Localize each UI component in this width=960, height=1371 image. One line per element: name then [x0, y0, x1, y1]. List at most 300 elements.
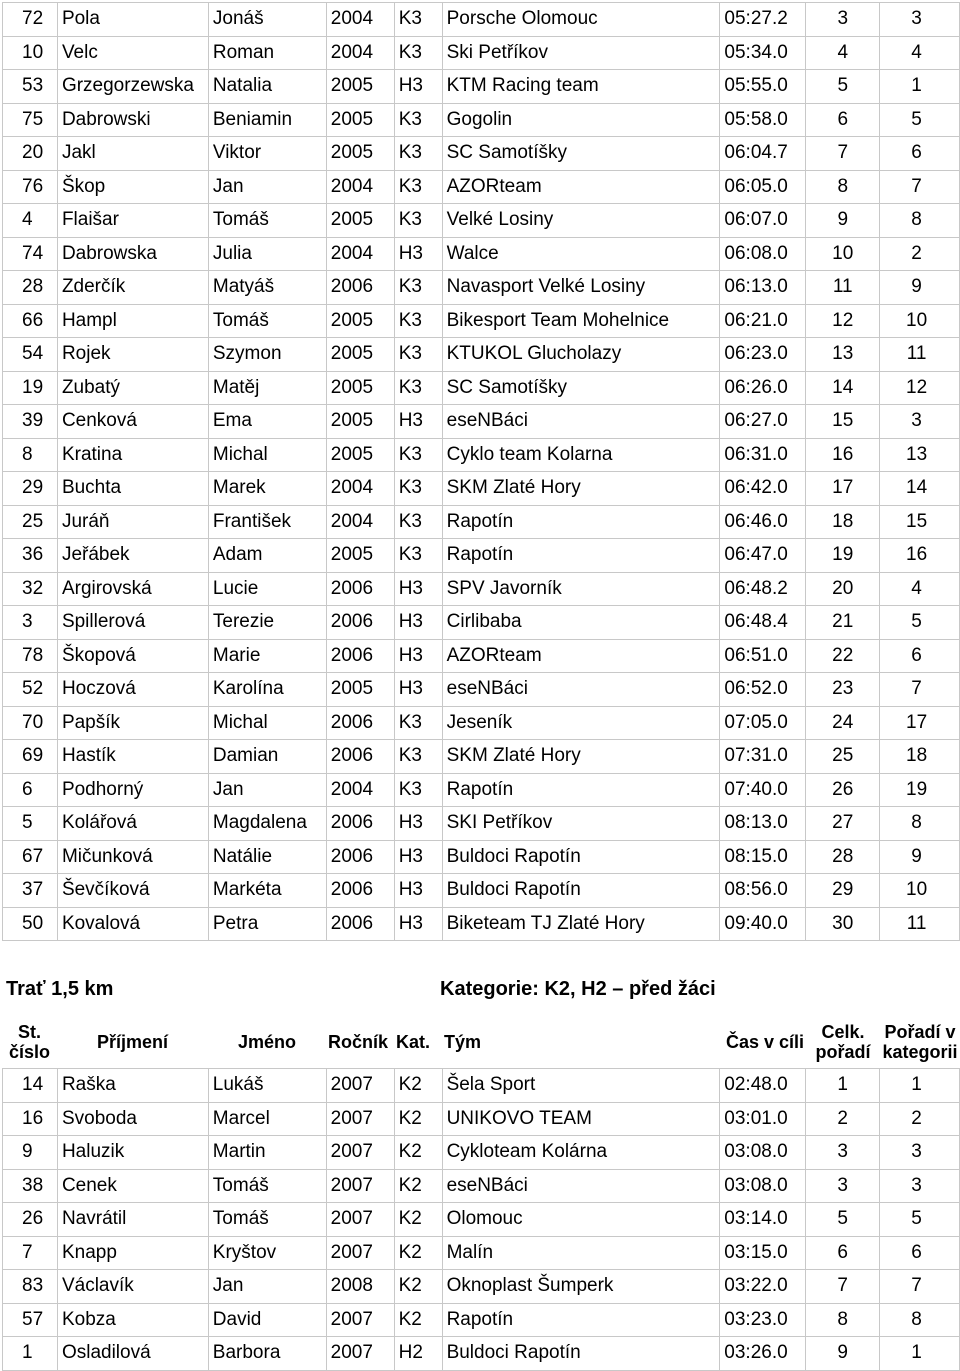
team-cell: Biketeam TJ Zlaté Hory [442, 907, 720, 941]
finish-time-cell: 03:26.0 [720, 1337, 806, 1371]
category-cell: K3 [394, 371, 442, 405]
category-cell: K3 [394, 338, 442, 372]
surname-cell: Hoczová [57, 673, 208, 707]
category-title: Kategorie: K2, H2 – před žáci [440, 978, 716, 1000]
finish-time-cell: 05:58.0 [720, 103, 806, 137]
table-row [3, 539, 960, 573]
first-name-cell: Jan [208, 773, 326, 807]
first-name-cell: Damian [208, 740, 326, 774]
finish-time-cell: 03:22.0 [720, 1270, 806, 1304]
birth-year-cell: 2007 [326, 1303, 394, 1337]
category-cell: K2 [394, 1270, 442, 1304]
birth-year-cell: 2007 [326, 1169, 394, 1203]
header-name: Jméno [237, 1032, 297, 1053]
start-number-cell: 67 [3, 840, 58, 874]
header-team: Tým [444, 1032, 482, 1053]
start-number-cell: 6 [3, 773, 58, 807]
table-row [3, 907, 960, 941]
category-rank-cell: 8 [880, 204, 960, 238]
finish-time-cell: 06:27.0 [720, 405, 806, 439]
surname-cell: Mičunková [57, 840, 208, 874]
first-name-cell: Tomáš [208, 1203, 326, 1237]
category-rank-cell: 8 [880, 807, 960, 841]
results-table-header [2, 1017, 960, 1069]
header-number-line2: číslo [8, 1042, 51, 1062]
category-cell: H2 [394, 1337, 442, 1371]
team-cell: SPV Javorník [442, 572, 720, 606]
start-number-cell: 4 [3, 204, 58, 238]
category-rank-cell: 7 [880, 170, 960, 204]
finish-time-cell: 05:34.0 [720, 36, 806, 70]
surname-cell: Kratina [57, 438, 208, 472]
first-name-cell: Jonáš [208, 3, 326, 37]
team-cell: Navasport Velké Losiny [442, 271, 720, 305]
table-row [3, 137, 960, 171]
header-category-rank [880, 1017, 960, 1069]
first-name-cell: Michal [208, 438, 326, 472]
team-cell: Rapotín [442, 1303, 720, 1337]
table-row [3, 1337, 960, 1371]
finish-time-cell: 06:48.2 [720, 572, 806, 606]
overall-rank-cell: 5 [806, 1203, 880, 1237]
table-row [3, 639, 960, 673]
team-cell: SKM Zlaté Hory [442, 472, 720, 506]
header-surname: Příjmení [96, 1032, 169, 1053]
table-row [3, 505, 960, 539]
first-name-cell: Martin [208, 1136, 326, 1170]
overall-rank-cell: 28 [806, 840, 880, 874]
birth-year-cell: 2007 [326, 1136, 394, 1170]
birth-year-cell: 2006 [326, 639, 394, 673]
birth-year-cell: 2007 [326, 1069, 394, 1103]
finish-time-cell: 06:04.7 [720, 137, 806, 171]
category-cell: K2 [394, 1203, 442, 1237]
table-row [3, 371, 960, 405]
team-cell: UNIKOVO TEAM [442, 1102, 720, 1136]
finish-time-cell: 06:47.0 [720, 539, 806, 573]
overall-rank-cell: 6 [806, 1236, 880, 1270]
category-cell: K3 [394, 773, 442, 807]
surname-cell: Dabrowska [57, 237, 208, 271]
birth-year-cell: 2004 [326, 472, 394, 506]
category-cell: H3 [394, 237, 442, 271]
surname-cell: Škopová [57, 639, 208, 673]
team-cell: Oknoplast Šumperk [442, 1270, 720, 1304]
first-name-cell: Lucie [208, 572, 326, 606]
finish-time-cell: 05:55.0 [720, 70, 806, 104]
first-name-cell: Kryštov [208, 1236, 326, 1270]
table-row [3, 874, 960, 908]
first-name-cell: Jan [208, 1270, 326, 1304]
first-name-cell: Natálie [208, 840, 326, 874]
surname-cell: Dabrowski [57, 103, 208, 137]
surname-cell: Raška [57, 1069, 208, 1103]
category-cell: H3 [394, 673, 442, 707]
first-name-cell: Matěj [208, 371, 326, 405]
category-rank-cell: 6 [880, 137, 960, 171]
start-number-cell: 52 [3, 673, 58, 707]
category-rank-cell: 3 [880, 405, 960, 439]
category-rank-cell: 9 [880, 840, 960, 874]
birth-year-cell: 2005 [326, 673, 394, 707]
header-year: Ročník [328, 1032, 389, 1053]
table-row [3, 673, 960, 707]
overall-rank-cell: 2 [806, 1102, 880, 1136]
category-cell: K2 [394, 1102, 442, 1136]
category-cell: K3 [394, 539, 442, 573]
start-number-cell: 75 [3, 103, 58, 137]
team-cell: Cirlibaba [442, 606, 720, 640]
team-cell: SC Samotíšky [442, 137, 720, 171]
header-overall-line2: pořadí [815, 1042, 871, 1062]
overall-rank-cell: 4 [806, 36, 880, 70]
category-rank-cell: 18 [880, 740, 960, 774]
first-name-cell: Szymon [208, 338, 326, 372]
birth-year-cell: 2004 [326, 170, 394, 204]
finish-time-cell: 06:31.0 [720, 438, 806, 472]
team-cell: Buldoci Rapotín [442, 874, 720, 908]
team-cell: eseNBáci [442, 1169, 720, 1203]
header-category-rank-line1: Pořadí v [884, 1022, 956, 1043]
start-number-cell: 69 [3, 740, 58, 774]
finish-time-cell: 09:40.0 [720, 907, 806, 941]
overall-rank-cell: 3 [806, 3, 880, 37]
overall-rank-cell: 24 [806, 706, 880, 740]
surname-cell: Podhorný [57, 773, 208, 807]
overall-rank-cell: 22 [806, 639, 880, 673]
table-row [3, 1102, 960, 1136]
team-cell: Buldoci Rapotín [442, 840, 720, 874]
finish-time-cell: 06:21.0 [720, 304, 806, 338]
surname-cell: Spillerová [57, 606, 208, 640]
start-number-cell: 76 [3, 170, 58, 204]
surname-cell: Cenek [57, 1169, 208, 1203]
results-table-bottom-body [3, 1069, 960, 1371]
overall-rank-cell: 8 [806, 1303, 880, 1337]
first-name-cell: Natalia [208, 70, 326, 104]
overall-rank-cell: 3 [806, 1169, 880, 1203]
team-cell: Rapotín [442, 539, 720, 573]
table-row [3, 271, 960, 305]
surname-cell: Hampl [57, 304, 208, 338]
first-name-cell: Marcel [208, 1102, 326, 1136]
category-cell: H3 [394, 840, 442, 874]
surname-cell: Juráň [57, 505, 208, 539]
first-name-cell: Marie [208, 639, 326, 673]
start-number-cell: 5 [3, 807, 58, 841]
category-cell: H3 [394, 606, 442, 640]
finish-time-cell: 03:08.0 [720, 1136, 806, 1170]
category-rank-cell: 11 [880, 338, 960, 372]
category-cell: K3 [394, 472, 442, 506]
overall-rank-cell: 30 [806, 907, 880, 941]
header-category-rank-line2: kategorii [882, 1042, 958, 1062]
table-row [3, 304, 960, 338]
start-number-cell: 10 [3, 36, 58, 70]
start-number-cell: 14 [3, 1069, 58, 1103]
table-row [3, 170, 960, 204]
birth-year-cell: 2005 [326, 438, 394, 472]
start-number-cell: 8 [3, 438, 58, 472]
table-row [3, 840, 960, 874]
surname-cell: Jeřábek [57, 539, 208, 573]
finish-time-cell: 06:13.0 [720, 271, 806, 305]
birth-year-cell: 2005 [326, 70, 394, 104]
overall-rank-cell: 15 [806, 405, 880, 439]
finish-time-cell: 02:48.0 [720, 1069, 806, 1103]
overall-rank-cell: 11 [806, 271, 880, 305]
table-row [3, 1169, 960, 1203]
overall-rank-cell: 3 [806, 1136, 880, 1170]
category-rank-cell: 1 [880, 70, 960, 104]
team-cell: KTUKOL Glucholazy [442, 338, 720, 372]
category-rank-cell: 1 [880, 1069, 960, 1103]
birth-year-cell: 2006 [326, 874, 394, 908]
category-rank-cell: 5 [880, 103, 960, 137]
surname-cell: Argirovská [57, 572, 208, 606]
birth-year-cell: 2005 [326, 304, 394, 338]
birth-year-cell: 2004 [326, 773, 394, 807]
table-row [3, 773, 960, 807]
start-number-cell: 9 [3, 1136, 58, 1170]
birth-year-cell: 2006 [326, 907, 394, 941]
first-name-cell: Marek [208, 472, 326, 506]
finish-time-cell: 06:05.0 [720, 170, 806, 204]
start-number-cell: 53 [3, 70, 58, 104]
start-number-cell: 38 [3, 1169, 58, 1203]
birth-year-cell: 2007 [326, 1337, 394, 1371]
category-cell: K3 [394, 103, 442, 137]
overall-rank-cell: 17 [806, 472, 880, 506]
team-cell: Buldoci Rapotín [442, 1337, 720, 1371]
first-name-cell: Jan [208, 170, 326, 204]
team-cell: AZORteam [442, 170, 720, 204]
first-name-cell: Tomáš [208, 204, 326, 238]
header-number [2, 1017, 57, 1069]
start-number-cell: 26 [3, 1203, 58, 1237]
team-cell: KTM Racing team [442, 70, 720, 104]
start-number-cell: 83 [3, 1270, 58, 1304]
category-cell: K3 [394, 304, 442, 338]
category-cell: K3 [394, 204, 442, 238]
birth-year-cell: 2006 [326, 807, 394, 841]
team-cell: Ski Petříkov [442, 36, 720, 70]
table-row [3, 103, 960, 137]
table-row [3, 807, 960, 841]
surname-cell: Rojek [57, 338, 208, 372]
start-number-cell: 7 [3, 1236, 58, 1270]
overall-rank-cell: 21 [806, 606, 880, 640]
overall-rank-cell: 7 [806, 137, 880, 171]
finish-time-cell: 07:05.0 [720, 706, 806, 740]
team-cell: Gogolin [442, 103, 720, 137]
surname-cell: Svoboda [57, 1102, 208, 1136]
birth-year-cell: 2005 [326, 405, 394, 439]
surname-cell: Kolářová [57, 807, 208, 841]
overall-rank-cell: 6 [806, 103, 880, 137]
category-rank-cell: 2 [880, 237, 960, 271]
start-number-cell: 20 [3, 137, 58, 171]
first-name-cell: Roman [208, 36, 326, 70]
table-row [3, 1069, 960, 1103]
table-row [3, 405, 960, 439]
category-cell: K3 [394, 505, 442, 539]
surname-cell: Škop [57, 170, 208, 204]
first-name-cell: Adam [208, 539, 326, 573]
start-number-cell: 3 [3, 606, 58, 640]
category-rank-cell: 2 [880, 1102, 960, 1136]
start-number-cell: 28 [3, 271, 58, 305]
start-number-cell: 54 [3, 338, 58, 372]
start-number-cell: 66 [3, 304, 58, 338]
table-row [3, 1270, 960, 1304]
category-rank-cell: 4 [880, 572, 960, 606]
overall-rank-cell: 13 [806, 338, 880, 372]
finish-time-cell: 08:13.0 [720, 807, 806, 841]
table-row [3, 740, 960, 774]
first-name-cell: David [208, 1303, 326, 1337]
surname-cell: Cenková [57, 405, 208, 439]
birth-year-cell: 2008 [326, 1270, 394, 1304]
category-cell: K2 [394, 1236, 442, 1270]
surname-cell: Ševčíková [57, 874, 208, 908]
table-row [3, 572, 960, 606]
team-cell: Walce [442, 237, 720, 271]
table-row [3, 36, 960, 70]
header-number-line1: St. [17, 1022, 41, 1043]
table-row [3, 1236, 960, 1270]
finish-time-cell: 03:08.0 [720, 1169, 806, 1203]
finish-time-cell: 06:42.0 [720, 472, 806, 506]
table-row [3, 1136, 960, 1170]
surname-cell: Václavík [57, 1270, 208, 1304]
first-name-cell: Petra [208, 907, 326, 941]
surname-cell: Flaišar [57, 204, 208, 238]
category-rank-cell: 6 [880, 639, 960, 673]
surname-cell: Knapp [57, 1236, 208, 1270]
surname-cell: Papšík [57, 706, 208, 740]
category-rank-cell: 3 [880, 3, 960, 37]
birth-year-cell: 2005 [326, 204, 394, 238]
surname-cell: Kovalová [57, 907, 208, 941]
category-cell: K3 [394, 740, 442, 774]
table-row [3, 70, 960, 104]
start-number-cell: 16 [3, 1102, 58, 1136]
overall-rank-cell: 19 [806, 539, 880, 573]
category-rank-cell: 16 [880, 539, 960, 573]
table-row [3, 3, 960, 37]
category-rank-cell: 8 [880, 1303, 960, 1337]
category-cell: K2 [394, 1136, 442, 1170]
finish-time-cell: 03:15.0 [720, 1236, 806, 1270]
birth-year-cell: 2005 [326, 539, 394, 573]
surname-cell: Velc [57, 36, 208, 70]
team-cell: Cyklo team Kolarna [442, 438, 720, 472]
overall-rank-cell: 9 [806, 1337, 880, 1371]
start-number-cell: 1 [3, 1337, 58, 1371]
table-row [3, 1303, 960, 1337]
category-rank-cell: 19 [880, 773, 960, 807]
overall-rank-cell: 8 [806, 170, 880, 204]
finish-time-cell: 06:07.0 [720, 204, 806, 238]
finish-time-cell: 03:23.0 [720, 1303, 806, 1337]
overall-rank-cell: 18 [806, 505, 880, 539]
category-cell: H3 [394, 907, 442, 941]
category-cell: K2 [394, 1169, 442, 1203]
category-cell: H3 [394, 639, 442, 673]
header-overall-line1: Celk. [821, 1022, 865, 1043]
surname-cell: Pola [57, 3, 208, 37]
category-cell: H3 [394, 405, 442, 439]
finish-time-cell: 08:56.0 [720, 874, 806, 908]
overall-rank-cell: 27 [806, 807, 880, 841]
finish-time-cell: 05:27.2 [720, 3, 806, 37]
category-rank-cell: 7 [880, 1270, 960, 1304]
overall-rank-cell: 12 [806, 304, 880, 338]
overall-rank-cell: 5 [806, 70, 880, 104]
team-cell: SKM Zlaté Hory [442, 740, 720, 774]
overall-rank-cell: 14 [806, 371, 880, 405]
start-number-cell: 74 [3, 237, 58, 271]
first-name-cell: Beniamin [208, 103, 326, 137]
category-cell: K3 [394, 3, 442, 37]
birth-year-cell: 2005 [326, 103, 394, 137]
birth-year-cell: 2006 [326, 706, 394, 740]
category-rank-cell: 3 [880, 1169, 960, 1203]
start-number-cell: 32 [3, 572, 58, 606]
category-cell: K3 [394, 271, 442, 305]
birth-year-cell: 2007 [326, 1102, 394, 1136]
surname-cell: Kobza [57, 1303, 208, 1337]
overall-rank-cell: 9 [806, 204, 880, 238]
first-name-cell: Terezie [208, 606, 326, 640]
team-cell: Rapotín [442, 505, 720, 539]
finish-time-cell: 06:08.0 [720, 237, 806, 271]
team-cell: Rapotín [442, 773, 720, 807]
finish-time-cell: 03:14.0 [720, 1203, 806, 1237]
finish-time-cell: 07:31.0 [720, 740, 806, 774]
first-name-cell: Julia [208, 237, 326, 271]
category-rank-cell: 5 [880, 606, 960, 640]
birth-year-cell: 2007 [326, 1236, 394, 1270]
team-cell: eseNBáci [442, 673, 720, 707]
results-table-bottom [2, 1068, 960, 1371]
category-rank-cell: 10 [880, 304, 960, 338]
category-rank-cell: 5 [880, 1203, 960, 1237]
team-cell: Cykloteam Kolárna [442, 1136, 720, 1170]
category-cell: H3 [394, 70, 442, 104]
table-row [3, 237, 960, 271]
category-cell: H3 [394, 572, 442, 606]
category-cell: K2 [394, 1069, 442, 1103]
header-overall [806, 1017, 880, 1069]
overall-rank-cell: 7 [806, 1270, 880, 1304]
first-name-cell: Matyáš [208, 271, 326, 305]
table-row [3, 204, 960, 238]
birth-year-cell: 2007 [326, 1203, 394, 1237]
team-cell: Šela Sport [442, 1069, 720, 1103]
first-name-cell: Lukáš [208, 1069, 326, 1103]
birth-year-cell: 2004 [326, 237, 394, 271]
overall-rank-cell: 1 [806, 1069, 880, 1103]
start-number-cell: 25 [3, 505, 58, 539]
first-name-cell: Markéta [208, 874, 326, 908]
category-cell: K2 [394, 1303, 442, 1337]
category-rank-cell: 15 [880, 505, 960, 539]
team-cell: Jeseník [442, 706, 720, 740]
surname-cell: Jakl [57, 137, 208, 171]
team-cell: Malín [442, 1236, 720, 1270]
